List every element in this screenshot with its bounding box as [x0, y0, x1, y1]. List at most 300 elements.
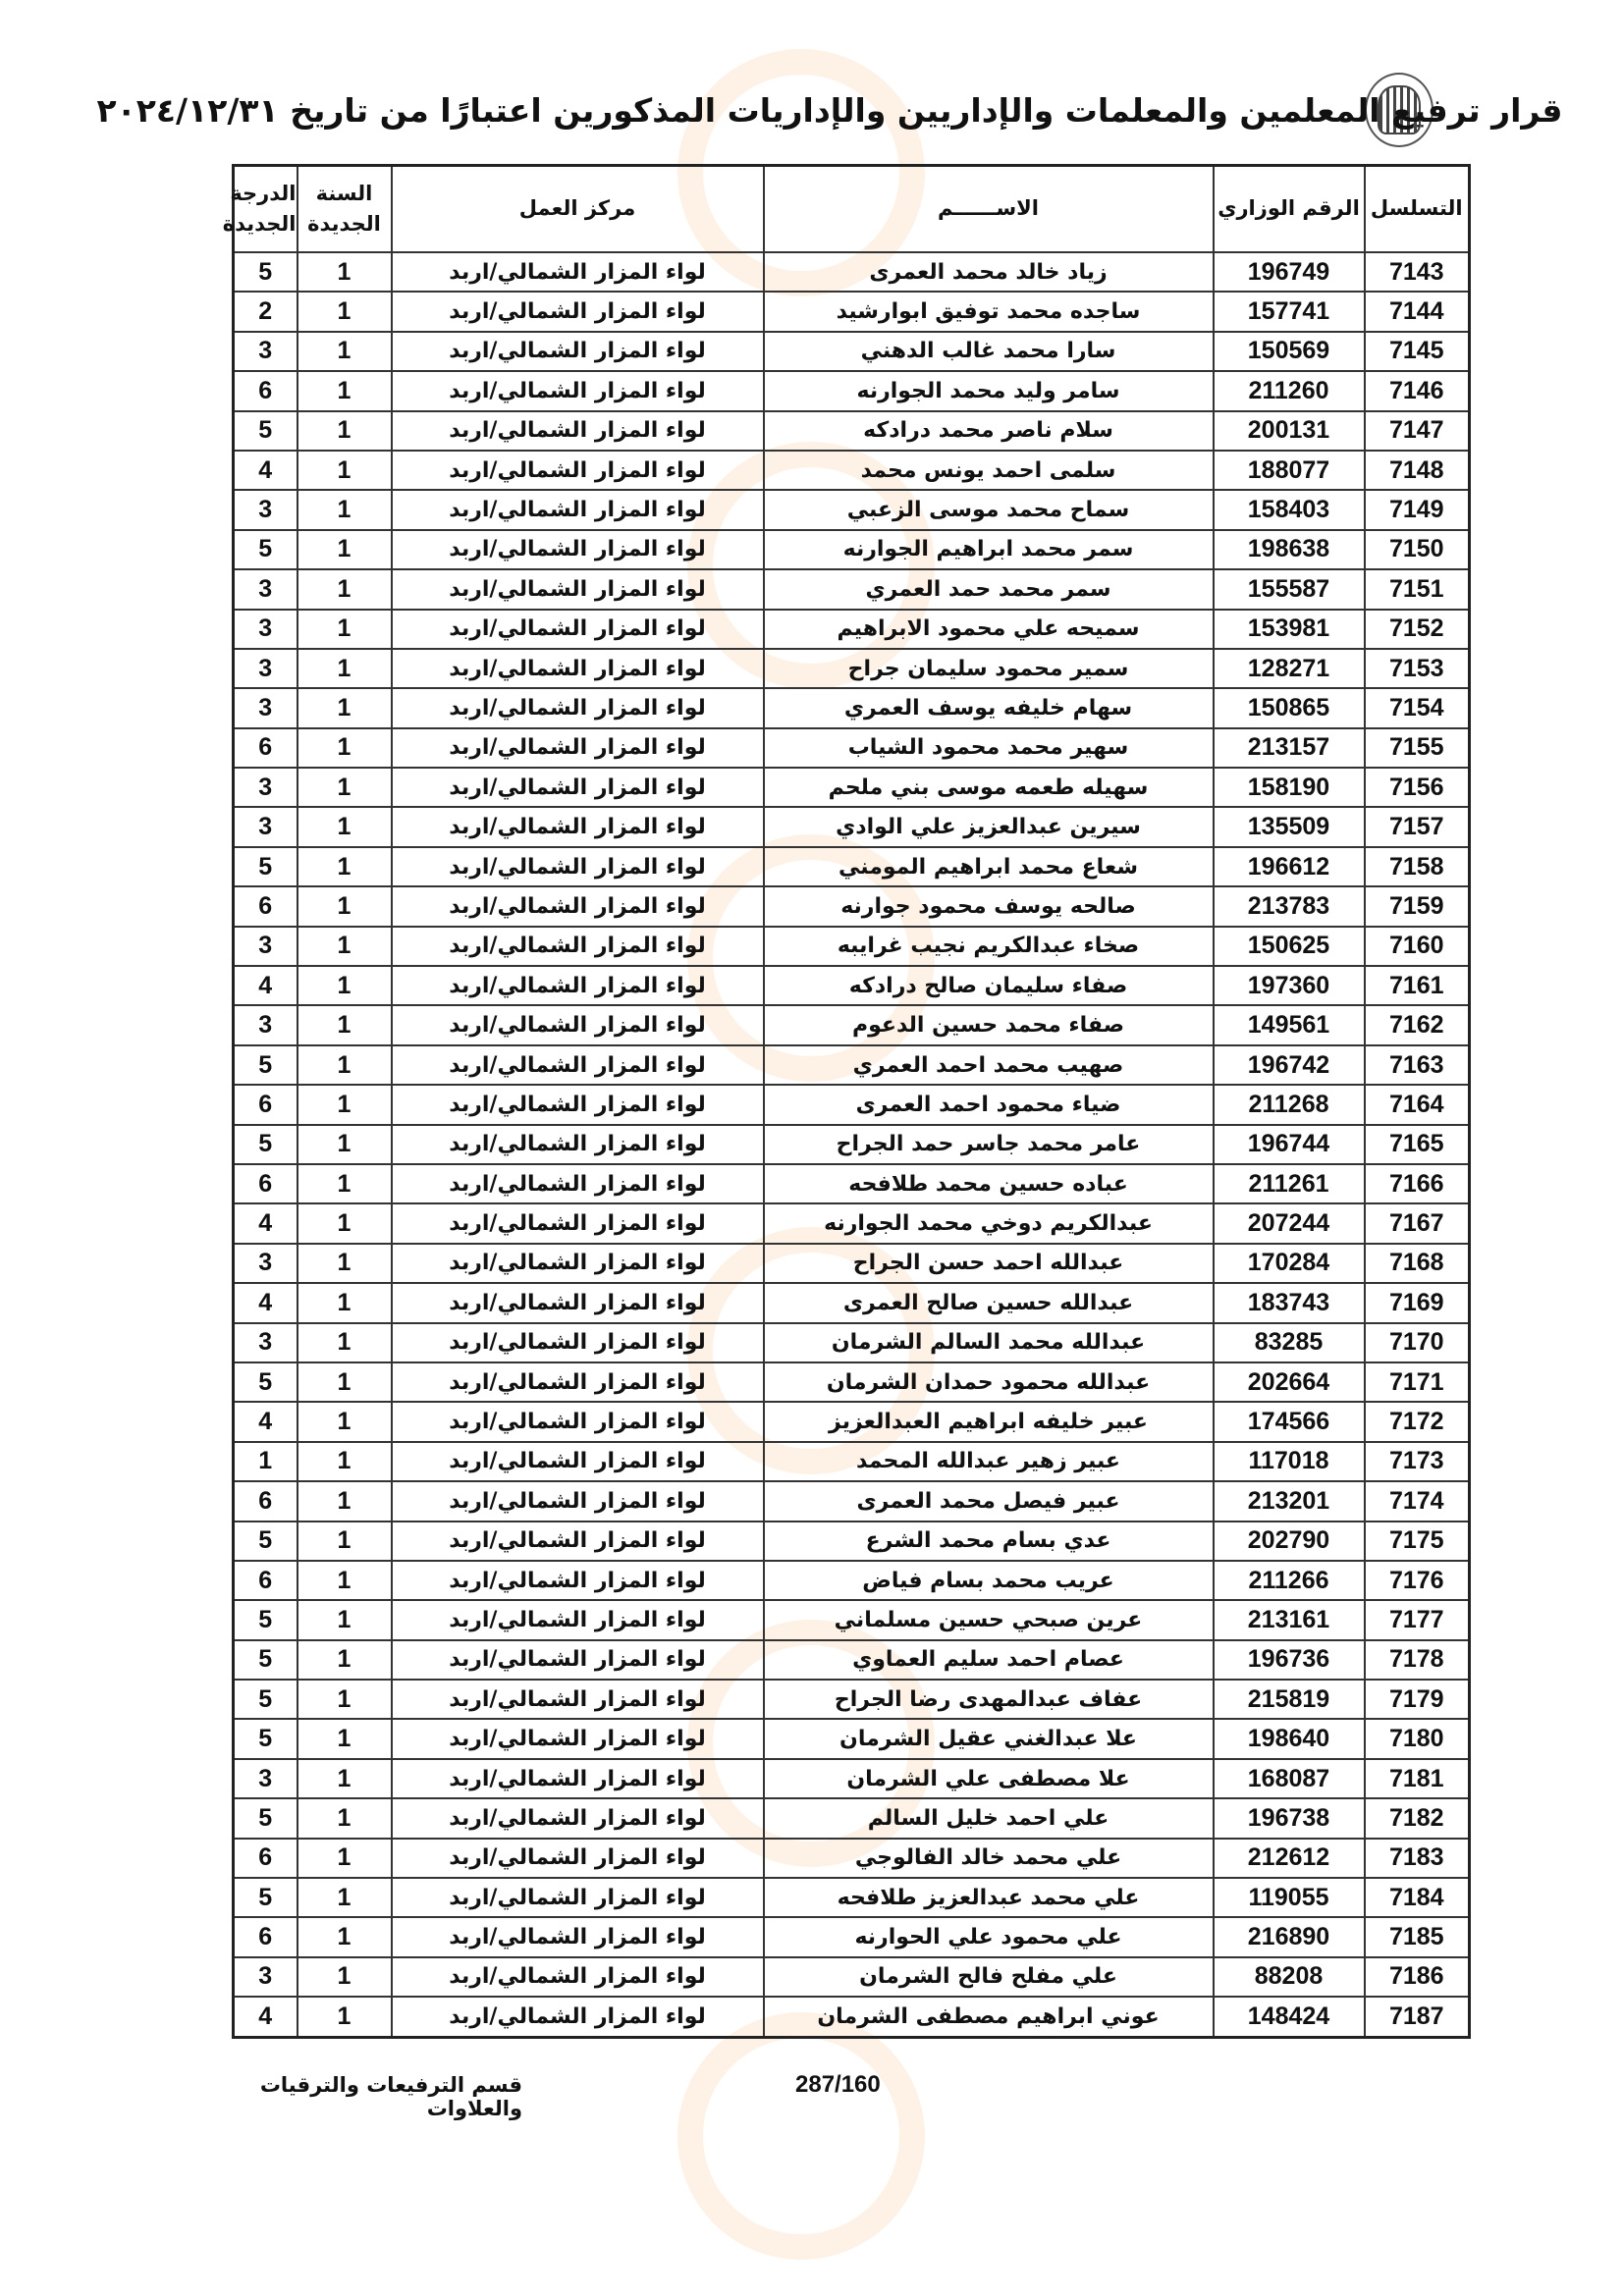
- cell-name: علي احمد خليل السالم: [764, 1798, 1214, 1838]
- cell-serial: 7145: [1365, 332, 1470, 371]
- cell-name: علا مصطفى علي الشرمان: [764, 1759, 1214, 1798]
- cell-serial: 7153: [1365, 649, 1470, 688]
- column-header-serial: التسلسل: [1365, 166, 1470, 253]
- cell-serial: 7172: [1365, 1402, 1470, 1441]
- cell-serial: 7155: [1365, 728, 1470, 768]
- cell-new-year: 1: [298, 649, 392, 688]
- table-row: [234, 1005, 1470, 1044]
- cell-new-year: 1: [298, 1600, 392, 1639]
- cell-name: صخاء عبدالكريم نجيب غرايبه: [764, 927, 1214, 966]
- cell-ministry-number: 149561: [1214, 1005, 1365, 1044]
- cell-name: صفاء سليمان صالح درادكه: [764, 966, 1214, 1005]
- cell-ministry-number: 213157: [1214, 728, 1365, 768]
- cell-serial: 7158: [1365, 847, 1470, 886]
- cell-serial: 7152: [1365, 610, 1470, 649]
- cell-new-grade: 4: [234, 1203, 298, 1243]
- table-row: [234, 688, 1470, 727]
- cell-name: عبير فيصل محمد العمرى: [764, 1481, 1214, 1521]
- cell-serial: 7162: [1365, 1005, 1470, 1044]
- table-header-row: [234, 166, 1470, 253]
- cell-name: صفاء محمد حسين الدعوم: [764, 1005, 1214, 1044]
- cell-new-year: 1: [298, 1442, 392, 1481]
- cell-serial: 7176: [1365, 1561, 1470, 1600]
- table-row: [234, 1125, 1470, 1164]
- cell-ministry-number: 211268: [1214, 1085, 1365, 1124]
- cell-new-grade: 6: [234, 1917, 298, 1956]
- cell-new-grade: 5: [234, 847, 298, 886]
- cell-name: عباده حسين محمد طلافحه: [764, 1164, 1214, 1203]
- cell-serial: 7173: [1365, 1442, 1470, 1481]
- table-row: [234, 490, 1470, 529]
- cell-workplace: لواء المزار الشمالي/اربد: [392, 1878, 764, 1917]
- table-row: [234, 1759, 1470, 1798]
- cell-ministry-number: 188077: [1214, 451, 1365, 490]
- cell-name: سلمى احمد يونس محمد: [764, 451, 1214, 490]
- cell-new-year: 1: [298, 1640, 392, 1680]
- cell-name: ضياء محمود احمد العمرى: [764, 1085, 1214, 1124]
- department-name: قسم الترفيعات والترقيات والعلاوات: [259, 2073, 522, 2120]
- cell-workplace: لواء المزار الشمالي/اربد: [392, 1640, 764, 1680]
- cell-ministry-number: 135509: [1214, 807, 1365, 846]
- table-row: [234, 411, 1470, 451]
- cell-new-year: 1: [298, 1362, 392, 1402]
- cell-new-year: 1: [298, 768, 392, 807]
- cell-serial: 7163: [1365, 1045, 1470, 1085]
- table-row: [234, 252, 1470, 292]
- cell-name: شعاع محمد ابراهيم المومني: [764, 847, 1214, 886]
- cell-new-grade: 5: [234, 1125, 298, 1164]
- cell-new-year: 1: [298, 292, 392, 331]
- cell-ministry-number: 148424: [1214, 1997, 1365, 2037]
- cell-new-year: 1: [298, 1839, 392, 1878]
- cell-name: علا عبدالغني عقيل الشرمان: [764, 1719, 1214, 1758]
- cell-new-grade: 2: [234, 292, 298, 331]
- table-row: [234, 1045, 1470, 1085]
- cell-workplace: لواء المزار الشمالي/اربد: [392, 1917, 764, 1956]
- cell-new-year: 1: [298, 252, 392, 292]
- cell-ministry-number: 196744: [1214, 1125, 1365, 1164]
- cell-ministry-number: 158190: [1214, 768, 1365, 807]
- cell-name: علي محمد خالد الفالوجي: [764, 1839, 1214, 1878]
- cell-new-grade: 5: [234, 1719, 298, 1758]
- cell-serial: 7164: [1365, 1085, 1470, 1124]
- cell-new-year: 1: [298, 927, 392, 966]
- cell-serial: 7169: [1365, 1283, 1470, 1322]
- cell-name: صهيب محمد احمد العمري: [764, 1045, 1214, 1085]
- cell-serial: 7177: [1365, 1600, 1470, 1639]
- cell-workplace: لواء المزار الشمالي/اربد: [392, 1283, 764, 1322]
- cell-name: عدي بسام محمد الشرع: [764, 1522, 1214, 1561]
- cell-new-year: 1: [298, 490, 392, 529]
- cell-workplace: لواء المزار الشمالي/اربد: [392, 1045, 764, 1085]
- cell-new-year: 1: [298, 610, 392, 649]
- column-header-workplace: مركز العمل: [392, 166, 764, 253]
- cell-new-grade: 5: [234, 1045, 298, 1085]
- cell-name: ساجده محمد توفيق ابوارشيد: [764, 292, 1214, 331]
- watermark-clock: [677, 2012, 925, 2260]
- cell-ministry-number: 117018: [1214, 1442, 1365, 1481]
- table-row: [234, 1640, 1470, 1680]
- cell-ministry-number: 200131: [1214, 411, 1365, 451]
- table-row: [234, 1402, 1470, 1441]
- cell-workplace: لواء المزار الشمالي/اربد: [392, 847, 764, 886]
- table-row: [234, 1203, 1470, 1243]
- cell-name: سمر محمد ابراهيم الجوارنه: [764, 530, 1214, 569]
- cell-new-grade: 4: [234, 1283, 298, 1322]
- cell-new-year: 1: [298, 332, 392, 371]
- cell-name: عبدالله احمد حسن الجراح: [764, 1244, 1214, 1283]
- cell-new-year: 1: [298, 1522, 392, 1561]
- cell-new-grade: 6: [234, 1164, 298, 1203]
- cell-ministry-number: 196742: [1214, 1045, 1365, 1085]
- cell-serial: 7185: [1365, 1917, 1470, 1956]
- cell-ministry-number: 88208: [1214, 1957, 1365, 1997]
- cell-new-year: 1: [298, 451, 392, 490]
- cell-new-year: 1: [298, 807, 392, 846]
- cell-workplace: لواء المزار الشمالي/اربد: [392, 728, 764, 768]
- table-row: [234, 332, 1470, 371]
- cell-new-grade: 4: [234, 1997, 298, 2037]
- cell-workplace: لواء المزار الشمالي/اربد: [392, 292, 764, 331]
- cell-name: عريب محمد بسام فياض: [764, 1561, 1214, 1600]
- cell-name: علي مفلح فالح الشرمان: [764, 1957, 1214, 1997]
- cell-ministry-number: 196736: [1214, 1640, 1365, 1680]
- cell-ministry-number: 119055: [1214, 1878, 1365, 1917]
- cell-serial: 7183: [1365, 1839, 1470, 1878]
- cell-workplace: لواء المزار الشمالي/اربد: [392, 1997, 764, 2037]
- cell-ministry-number: 196612: [1214, 847, 1365, 886]
- table-row: [234, 807, 1470, 846]
- table-row: [234, 728, 1470, 768]
- table-row: [234, 1323, 1470, 1362]
- cell-name: عبدالله حسين صالح العمرى: [764, 1283, 1214, 1322]
- cell-new-year: 1: [298, 1203, 392, 1243]
- cell-new-grade: 5: [234, 530, 298, 569]
- table-row: [234, 371, 1470, 410]
- cell-new-grade: 6: [234, 1481, 298, 1521]
- cell-name: سيرين عبدالعزيز علي الوادي: [764, 807, 1214, 846]
- cell-workplace: لواء المزار الشمالي/اربد: [392, 610, 764, 649]
- cell-workplace: لواء المزار الشمالي/اربد: [392, 1561, 764, 1600]
- cell-new-year: 1: [298, 1402, 392, 1441]
- table-row: [234, 530, 1470, 569]
- cell-ministry-number: 213201: [1214, 1481, 1365, 1521]
- cell-new-grade: 3: [234, 807, 298, 846]
- table-row: [234, 1522, 1470, 1561]
- cell-serial: 7178: [1365, 1640, 1470, 1680]
- cell-new-year: 1: [298, 530, 392, 569]
- cell-new-grade: 4: [234, 966, 298, 1005]
- cell-workplace: لواء المزار الشمالي/اربد: [392, 1957, 764, 1997]
- cell-name: سماح محمد موسى الزعبي: [764, 490, 1214, 529]
- cell-new-year: 1: [298, 688, 392, 727]
- cell-new-grade: 5: [234, 1680, 298, 1719]
- cell-name: سميحه علي محمود الابراهيم: [764, 610, 1214, 649]
- table-row: [234, 1283, 1470, 1322]
- column-header-name: الاســــــم: [764, 166, 1214, 253]
- cell-serial: 7147: [1365, 411, 1470, 451]
- cell-ministry-number: 150625: [1214, 927, 1365, 966]
- cell-ministry-number: 198640: [1214, 1719, 1365, 1758]
- cell-workplace: لواء المزار الشمالي/اربد: [392, 1362, 764, 1402]
- cell-workplace: لواء المزار الشمالي/اربد: [392, 371, 764, 410]
- cell-new-year: 1: [298, 371, 392, 410]
- cell-ministry-number: 215819: [1214, 1680, 1365, 1719]
- table-row: [234, 451, 1470, 490]
- cell-name: عفاف عبدالمهدى رضا الجراح: [764, 1680, 1214, 1719]
- cell-workplace: لواء المزار الشمالي/اربد: [392, 1839, 764, 1878]
- table-row: [234, 1600, 1470, 1639]
- cell-name: صالحه يوسف محمود جوارنه: [764, 886, 1214, 926]
- cell-workplace: لواء المزار الشمالي/اربد: [392, 252, 764, 292]
- cell-ministry-number: 83285: [1214, 1323, 1365, 1362]
- column-header-new-year: السنة الجديدة: [298, 166, 392, 253]
- table-row: [234, 768, 1470, 807]
- cell-serial: 7181: [1365, 1759, 1470, 1798]
- cell-serial: 7171: [1365, 1362, 1470, 1402]
- cell-serial: 7170: [1365, 1323, 1470, 1362]
- cell-new-grade: 5: [234, 1640, 298, 1680]
- cell-ministry-number: 155587: [1214, 569, 1365, 609]
- cell-workplace: لواء المزار الشمالي/اربد: [392, 1759, 764, 1798]
- table-row: [234, 649, 1470, 688]
- cell-new-year: 1: [298, 1680, 392, 1719]
- cell-new-grade: 3: [234, 768, 298, 807]
- document-title: قرار ترفيع المعلمين والمعلمات والإداريين والإداريات المذكورين اعتبارًا من تاريخ ٢٠٢٤/١٢/٣١: [96, 90, 1563, 130]
- cell-workplace: لواء المزار الشمالي/اربد: [392, 688, 764, 727]
- cell-workplace: لواء المزار الشمالي/اربد: [392, 1005, 764, 1044]
- cell-name: عبدالله محمود حمدان الشرمان: [764, 1362, 1214, 1402]
- cell-new-grade: 3: [234, 490, 298, 529]
- cell-new-year: 1: [298, 886, 392, 926]
- cell-ministry-number: 213161: [1214, 1600, 1365, 1639]
- cell-ministry-number: 211266: [1214, 1561, 1365, 1600]
- cell-new-year: 1: [298, 728, 392, 768]
- cell-name: عبير زهير عبدالله المحمد: [764, 1442, 1214, 1481]
- cell-new-year: 1: [298, 966, 392, 1005]
- table-row: [234, 1481, 1470, 1521]
- cell-new-year: 1: [298, 1917, 392, 1956]
- cell-workplace: لواء المزار الشمالي/اربد: [392, 569, 764, 609]
- cell-serial: 7175: [1365, 1522, 1470, 1561]
- table-row: [234, 1442, 1470, 1481]
- cell-workplace: لواء المزار الشمالي/اربد: [392, 1680, 764, 1719]
- cell-workplace: لواء المزار الشمالي/اربد: [392, 886, 764, 926]
- cell-ministry-number: 207244: [1214, 1203, 1365, 1243]
- cell-ministry-number: 170284: [1214, 1244, 1365, 1283]
- cell-serial: 7148: [1365, 451, 1470, 490]
- cell-workplace: لواء المزار الشمالي/اربد: [392, 1323, 764, 1362]
- cell-name: سهام خليفه يوسف العمري: [764, 688, 1214, 727]
- cell-new-grade: 5: [234, 1600, 298, 1639]
- table-row: [234, 1997, 1470, 2037]
- cell-workplace: لواء المزار الشمالي/اربد: [392, 1798, 764, 1838]
- cell-ministry-number: 212612: [1214, 1839, 1365, 1878]
- cell-name: سلام ناصر محمد درادكه: [764, 411, 1214, 451]
- document-header: [96, 71, 1563, 149]
- cell-name: سمر محمد حمد العمري: [764, 569, 1214, 609]
- cell-serial: 7160: [1365, 927, 1470, 966]
- table-row: [234, 1878, 1470, 1917]
- cell-new-year: 1: [298, 1561, 392, 1600]
- cell-name: علي محمود علي الحوارنه: [764, 1917, 1214, 1956]
- promotions-table: [222, 164, 1471, 2039]
- cell-new-grade: 5: [234, 411, 298, 451]
- cell-new-grade: 3: [234, 688, 298, 727]
- cell-workplace: لواء المزار الشمالي/اربد: [392, 768, 764, 807]
- cell-serial: 7168: [1365, 1244, 1470, 1283]
- cell-workplace: لواء المزار الشمالي/اربد: [392, 411, 764, 451]
- cell-ministry-number: 196738: [1214, 1798, 1365, 1838]
- cell-ministry-number: 150865: [1214, 688, 1365, 727]
- cell-new-grade: 6: [234, 1561, 298, 1600]
- cell-new-grade: 5: [234, 1522, 298, 1561]
- cell-name: سهيله طعمه موسى بني ملحم: [764, 768, 1214, 807]
- cell-workplace: لواء المزار الشمالي/اربد: [392, 1481, 764, 1521]
- cell-new-year: 1: [298, 1045, 392, 1085]
- table-row: [234, 847, 1470, 886]
- cell-new-year: 1: [298, 1759, 392, 1798]
- cell-serial: 7182: [1365, 1798, 1470, 1838]
- cell-serial: 7156: [1365, 768, 1470, 807]
- cell-new-year: 1: [298, 1164, 392, 1203]
- cell-name: عبدالكريم دوخي محمد الجوارنه: [764, 1203, 1214, 1243]
- cell-new-year: 1: [298, 1323, 392, 1362]
- cell-serial: 7143: [1365, 252, 1470, 292]
- cell-new-grade: 4: [234, 1402, 298, 1441]
- cell-serial: 7165: [1365, 1125, 1470, 1164]
- cell-name: عوني ابراهيم مصطفى الشرمان: [764, 1997, 1214, 2037]
- cell-name: عصام احمد سليم العماوي: [764, 1640, 1214, 1680]
- table-row: [234, 1917, 1470, 1956]
- cell-new-year: 1: [298, 1878, 392, 1917]
- cell-serial: 7174: [1365, 1481, 1470, 1521]
- cell-workplace: لواء المزار الشمالي/اربد: [392, 530, 764, 569]
- cell-workplace: لواء المزار الشمالي/اربد: [392, 966, 764, 1005]
- cell-serial: 7186: [1365, 1957, 1470, 1997]
- table-row: [234, 1164, 1470, 1203]
- cell-workplace: لواء المزار الشمالي/اربد: [392, 332, 764, 371]
- cell-serial: 7159: [1365, 886, 1470, 926]
- cell-new-grade: 4: [234, 451, 298, 490]
- cell-workplace: لواء المزار الشمالي/اربد: [392, 1244, 764, 1283]
- table-row: [234, 569, 1470, 609]
- cell-serial: 7184: [1365, 1878, 1470, 1917]
- cell-serial: 7166: [1365, 1164, 1470, 1203]
- cell-workplace: لواء المزار الشمالي/اربد: [392, 1442, 764, 1481]
- cell-new-year: 1: [298, 1244, 392, 1283]
- cell-workplace: لواء المزار الشمالي/اربد: [392, 807, 764, 846]
- cell-serial: 7157: [1365, 807, 1470, 846]
- table-row: [234, 1362, 1470, 1402]
- cell-new-year: 1: [298, 1798, 392, 1838]
- cell-serial: 7150: [1365, 530, 1470, 569]
- cell-ministry-number: 150569: [1214, 332, 1365, 371]
- cell-ministry-number: 198638: [1214, 530, 1365, 569]
- cell-serial: 7146: [1365, 371, 1470, 410]
- cell-name: سامر وليد محمد الجوارنه: [764, 371, 1214, 410]
- cell-workplace: لواء المزار الشمالي/اربد: [392, 451, 764, 490]
- cell-serial: 7161: [1365, 966, 1470, 1005]
- cell-new-year: 1: [298, 1719, 392, 1758]
- cell-name: زياد خالد محمد العمرى: [764, 252, 1214, 292]
- cell-serial: 7179: [1365, 1680, 1470, 1719]
- cell-name: علي محمد عبدالعزيز طلافحه: [764, 1878, 1214, 1917]
- cell-new-grade: 3: [234, 569, 298, 609]
- cell-new-grade: 6: [234, 728, 298, 768]
- cell-new-grade: 3: [234, 1759, 298, 1798]
- cell-new-grade: 3: [234, 1323, 298, 1362]
- cell-workplace: لواء المزار الشمالي/اربد: [392, 1203, 764, 1243]
- cell-ministry-number: 174566: [1214, 1402, 1365, 1441]
- cell-new-grade: 1: [234, 1442, 298, 1481]
- cell-name: سمير محمود سليمان جراح: [764, 649, 1214, 688]
- table-row: [234, 886, 1470, 926]
- cell-new-grade: 3: [234, 927, 298, 966]
- cell-serial: 7167: [1365, 1203, 1470, 1243]
- cell-new-grade: 3: [234, 1957, 298, 1997]
- cell-new-grade: 3: [234, 649, 298, 688]
- cell-workplace: لواء المزار الشمالي/اربد: [392, 1600, 764, 1639]
- table-row: [234, 1839, 1470, 1878]
- cell-serial: 7180: [1365, 1719, 1470, 1758]
- cell-new-grade: 5: [234, 252, 298, 292]
- cell-serial: 7149: [1365, 490, 1470, 529]
- cell-new-year: 1: [298, 1481, 392, 1521]
- cell-ministry-number: 202664: [1214, 1362, 1365, 1402]
- cell-new-year: 1: [298, 1085, 392, 1124]
- cell-new-grade: 5: [234, 1798, 298, 1838]
- cell-name: سارا محمد غالب الدهني: [764, 332, 1214, 371]
- table-row: [234, 1561, 1470, 1600]
- column-header-new-grade: الدرجة الجديدة: [234, 166, 298, 253]
- cell-ministry-number: 183743: [1214, 1283, 1365, 1322]
- cell-ministry-number: 153981: [1214, 610, 1365, 649]
- cell-new-grade: 6: [234, 1839, 298, 1878]
- cell-ministry-number: 168087: [1214, 1759, 1365, 1798]
- cell-serial: 7187: [1365, 1997, 1470, 2037]
- cell-ministry-number: 202790: [1214, 1522, 1365, 1561]
- cell-ministry-number: 158403: [1214, 490, 1365, 529]
- cell-workplace: لواء المزار الشمالي/اربد: [392, 1085, 764, 1124]
- cell-new-grade: 3: [234, 332, 298, 371]
- cell-name: عبدالله محمد السالم الشرمان: [764, 1323, 1214, 1362]
- table-row: [234, 1798, 1470, 1838]
- cell-workplace: لواء المزار الشمالي/اربد: [392, 1719, 764, 1758]
- cell-new-year: 1: [298, 1283, 392, 1322]
- page-number: 287/160: [795, 2071, 881, 2098]
- cell-workplace: لواء المزار الشمالي/اربد: [392, 1125, 764, 1164]
- cell-ministry-number: 216890: [1214, 1917, 1365, 1956]
- cell-ministry-number: 157741: [1214, 292, 1365, 331]
- table-row: [234, 1957, 1470, 1997]
- cell-new-grade: 6: [234, 1085, 298, 1124]
- table-row: [234, 292, 1470, 331]
- cell-workplace: لواء المزار الشمالي/اربد: [392, 1164, 764, 1203]
- cell-workplace: لواء المزار الشمالي/اربد: [392, 1402, 764, 1441]
- table-row: [234, 610, 1470, 649]
- cell-ministry-number: 211261: [1214, 1164, 1365, 1203]
- cell-ministry-number: 196749: [1214, 252, 1365, 292]
- cell-ministry-number: 213783: [1214, 886, 1365, 926]
- cell-name: عبير خليفه ابراهيم العبدالعزيز: [764, 1402, 1214, 1441]
- cell-new-grade: 6: [234, 886, 298, 926]
- table-row: [234, 1085, 1470, 1124]
- table-row: [234, 966, 1470, 1005]
- cell-name: سهير محمد محمود الشياب: [764, 728, 1214, 768]
- cell-new-year: 1: [298, 1005, 392, 1044]
- cell-ministry-number: 128271: [1214, 649, 1365, 688]
